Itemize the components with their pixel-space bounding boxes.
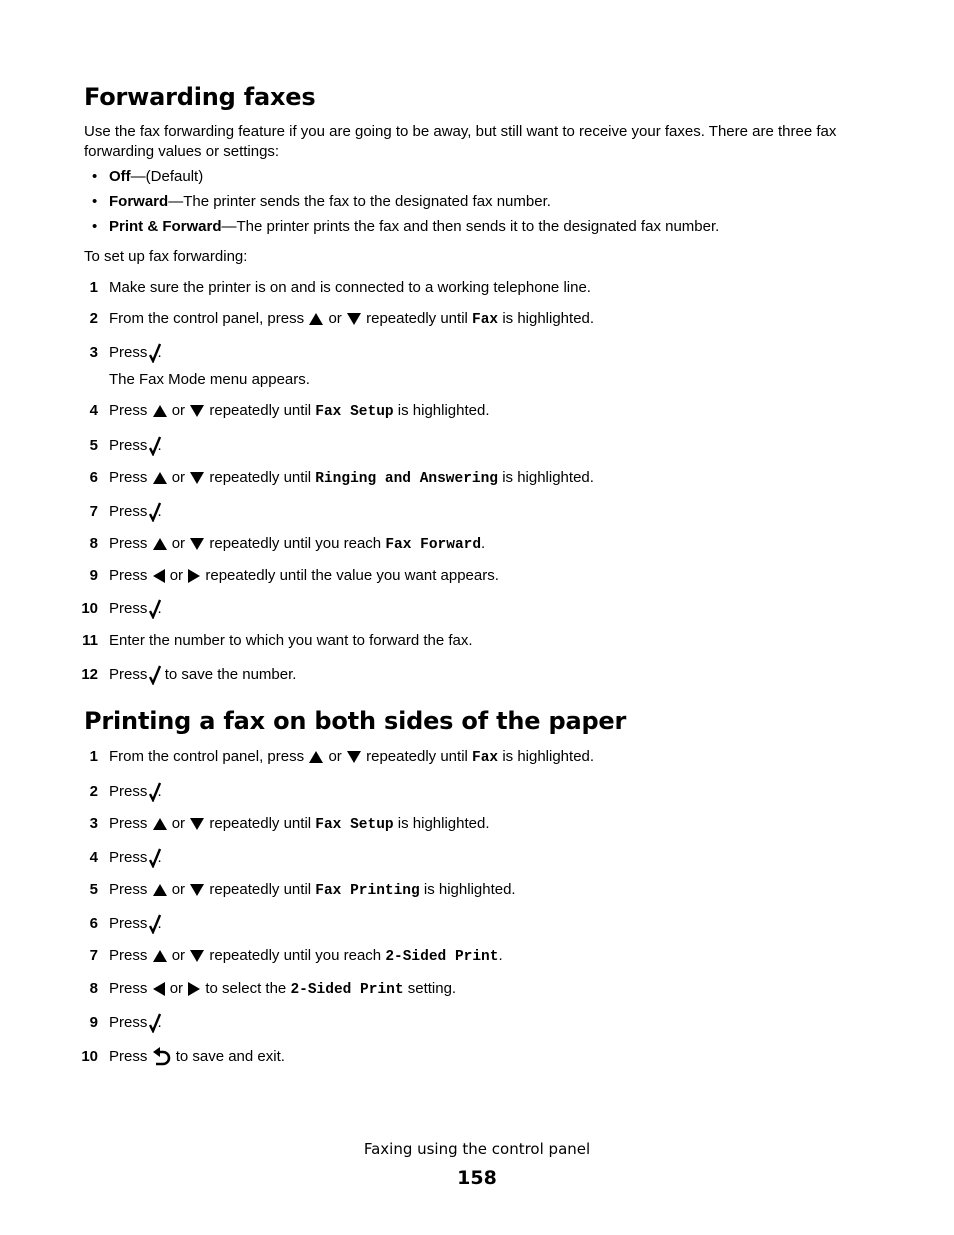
step: 7 Press . [72, 502, 162, 522]
section-title-two-sided: Printing a fax on both sides of the paper [84, 707, 627, 735]
step: 10 Press . [72, 599, 162, 619]
down-arrow-icon [346, 750, 362, 764]
step: 1 Make sure the printer is on and is connected to a working telephone line. [89, 279, 591, 296]
checkmark-icon [149, 665, 161, 685]
footer-section-name: Faxing using the control panel [363, 1140, 591, 1158]
up-arrow-icon [152, 404, 168, 418]
back-icon [152, 1047, 172, 1067]
step: 9 Press or repeatedly until the value you want appears. [89, 567, 499, 584]
step: 6 Press or repeatedly until Ringing and Answering is highlighted. [89, 469, 594, 487]
left-arrow-icon [152, 568, 166, 584]
step: 12 Press to save the number. [72, 665, 296, 685]
up-arrow-icon [152, 471, 168, 485]
up-arrow-icon [152, 883, 168, 897]
step: 8 Press or repeatedly until you reach Fax Forward. [89, 535, 486, 553]
page-number: 158 [457, 1167, 497, 1189]
step: 3 Press or repeatedly until Fax Setup is highlighted. [89, 815, 490, 833]
step: 2 Press . [72, 782, 162, 802]
step: 3 Press . [72, 343, 162, 363]
step: 4 Press or repeatedly until Fax Setup is highlighted. [89, 402, 490, 420]
up-arrow-icon [152, 817, 168, 831]
bullet-off: • Off—(Default) [92, 168, 204, 185]
up-arrow-icon [152, 949, 168, 963]
down-arrow-icon [189, 537, 205, 551]
step: 10 Press to save and exit. [72, 1047, 285, 1067]
bullet-dot: • [92, 218, 98, 235]
step: 7 Press or repeatedly until you reach 2-Sided Print. [89, 947, 503, 965]
bullet-forward: • Forward—The printer sends the fax to the designated fax number. [92, 193, 551, 210]
down-arrow-icon [346, 312, 362, 326]
step: 1 From the control panel, press or repeatedly until Fax is highlighted. [89, 748, 595, 766]
bullet-print-forward: • Print & Forward—The printer prints the fax and then sends it to the designated fax number. [92, 218, 720, 235]
down-arrow-icon [189, 949, 205, 963]
bullet-dot: • [92, 168, 98, 185]
up-arrow-icon [308, 312, 324, 326]
up-arrow-icon [308, 750, 324, 764]
step: 6 Press . [72, 914, 162, 934]
right-arrow-icon [187, 981, 201, 997]
left-arrow-icon [152, 981, 166, 997]
setup-lead: To set up fax forwarding: [84, 248, 248, 265]
step: 4 Press . [72, 848, 162, 868]
step-note: The Fax Mode menu appears. [109, 371, 310, 388]
step: 5 Press or repeatedly until Fax Printing is highlighted. [89, 881, 516, 899]
down-arrow-icon [189, 404, 205, 418]
step: 5 Press . [72, 436, 162, 456]
down-arrow-icon [189, 471, 205, 485]
up-arrow-icon [152, 537, 168, 551]
step: 11 Enter the number to which you want to forward the fax. [82, 632, 473, 649]
down-arrow-icon [189, 883, 205, 897]
section-title-forwarding: Forwarding faxes [84, 83, 316, 111]
bullet-dot: • [92, 193, 98, 210]
step: 2 From the control panel, press or repeatedly until Fax is highlighted. [89, 310, 595, 328]
down-arrow-icon [189, 817, 205, 831]
step: 8 Press or to select the 2-Sided Print setting. [89, 980, 457, 998]
right-arrow-icon [187, 568, 201, 584]
step: 9 Press . [72, 1013, 162, 1033]
intro-paragraph: Use the fax forwarding feature if you are going to be away, but still want to receive your faxes. There are three fax forwarding values or settings: [84, 123, 837, 160]
